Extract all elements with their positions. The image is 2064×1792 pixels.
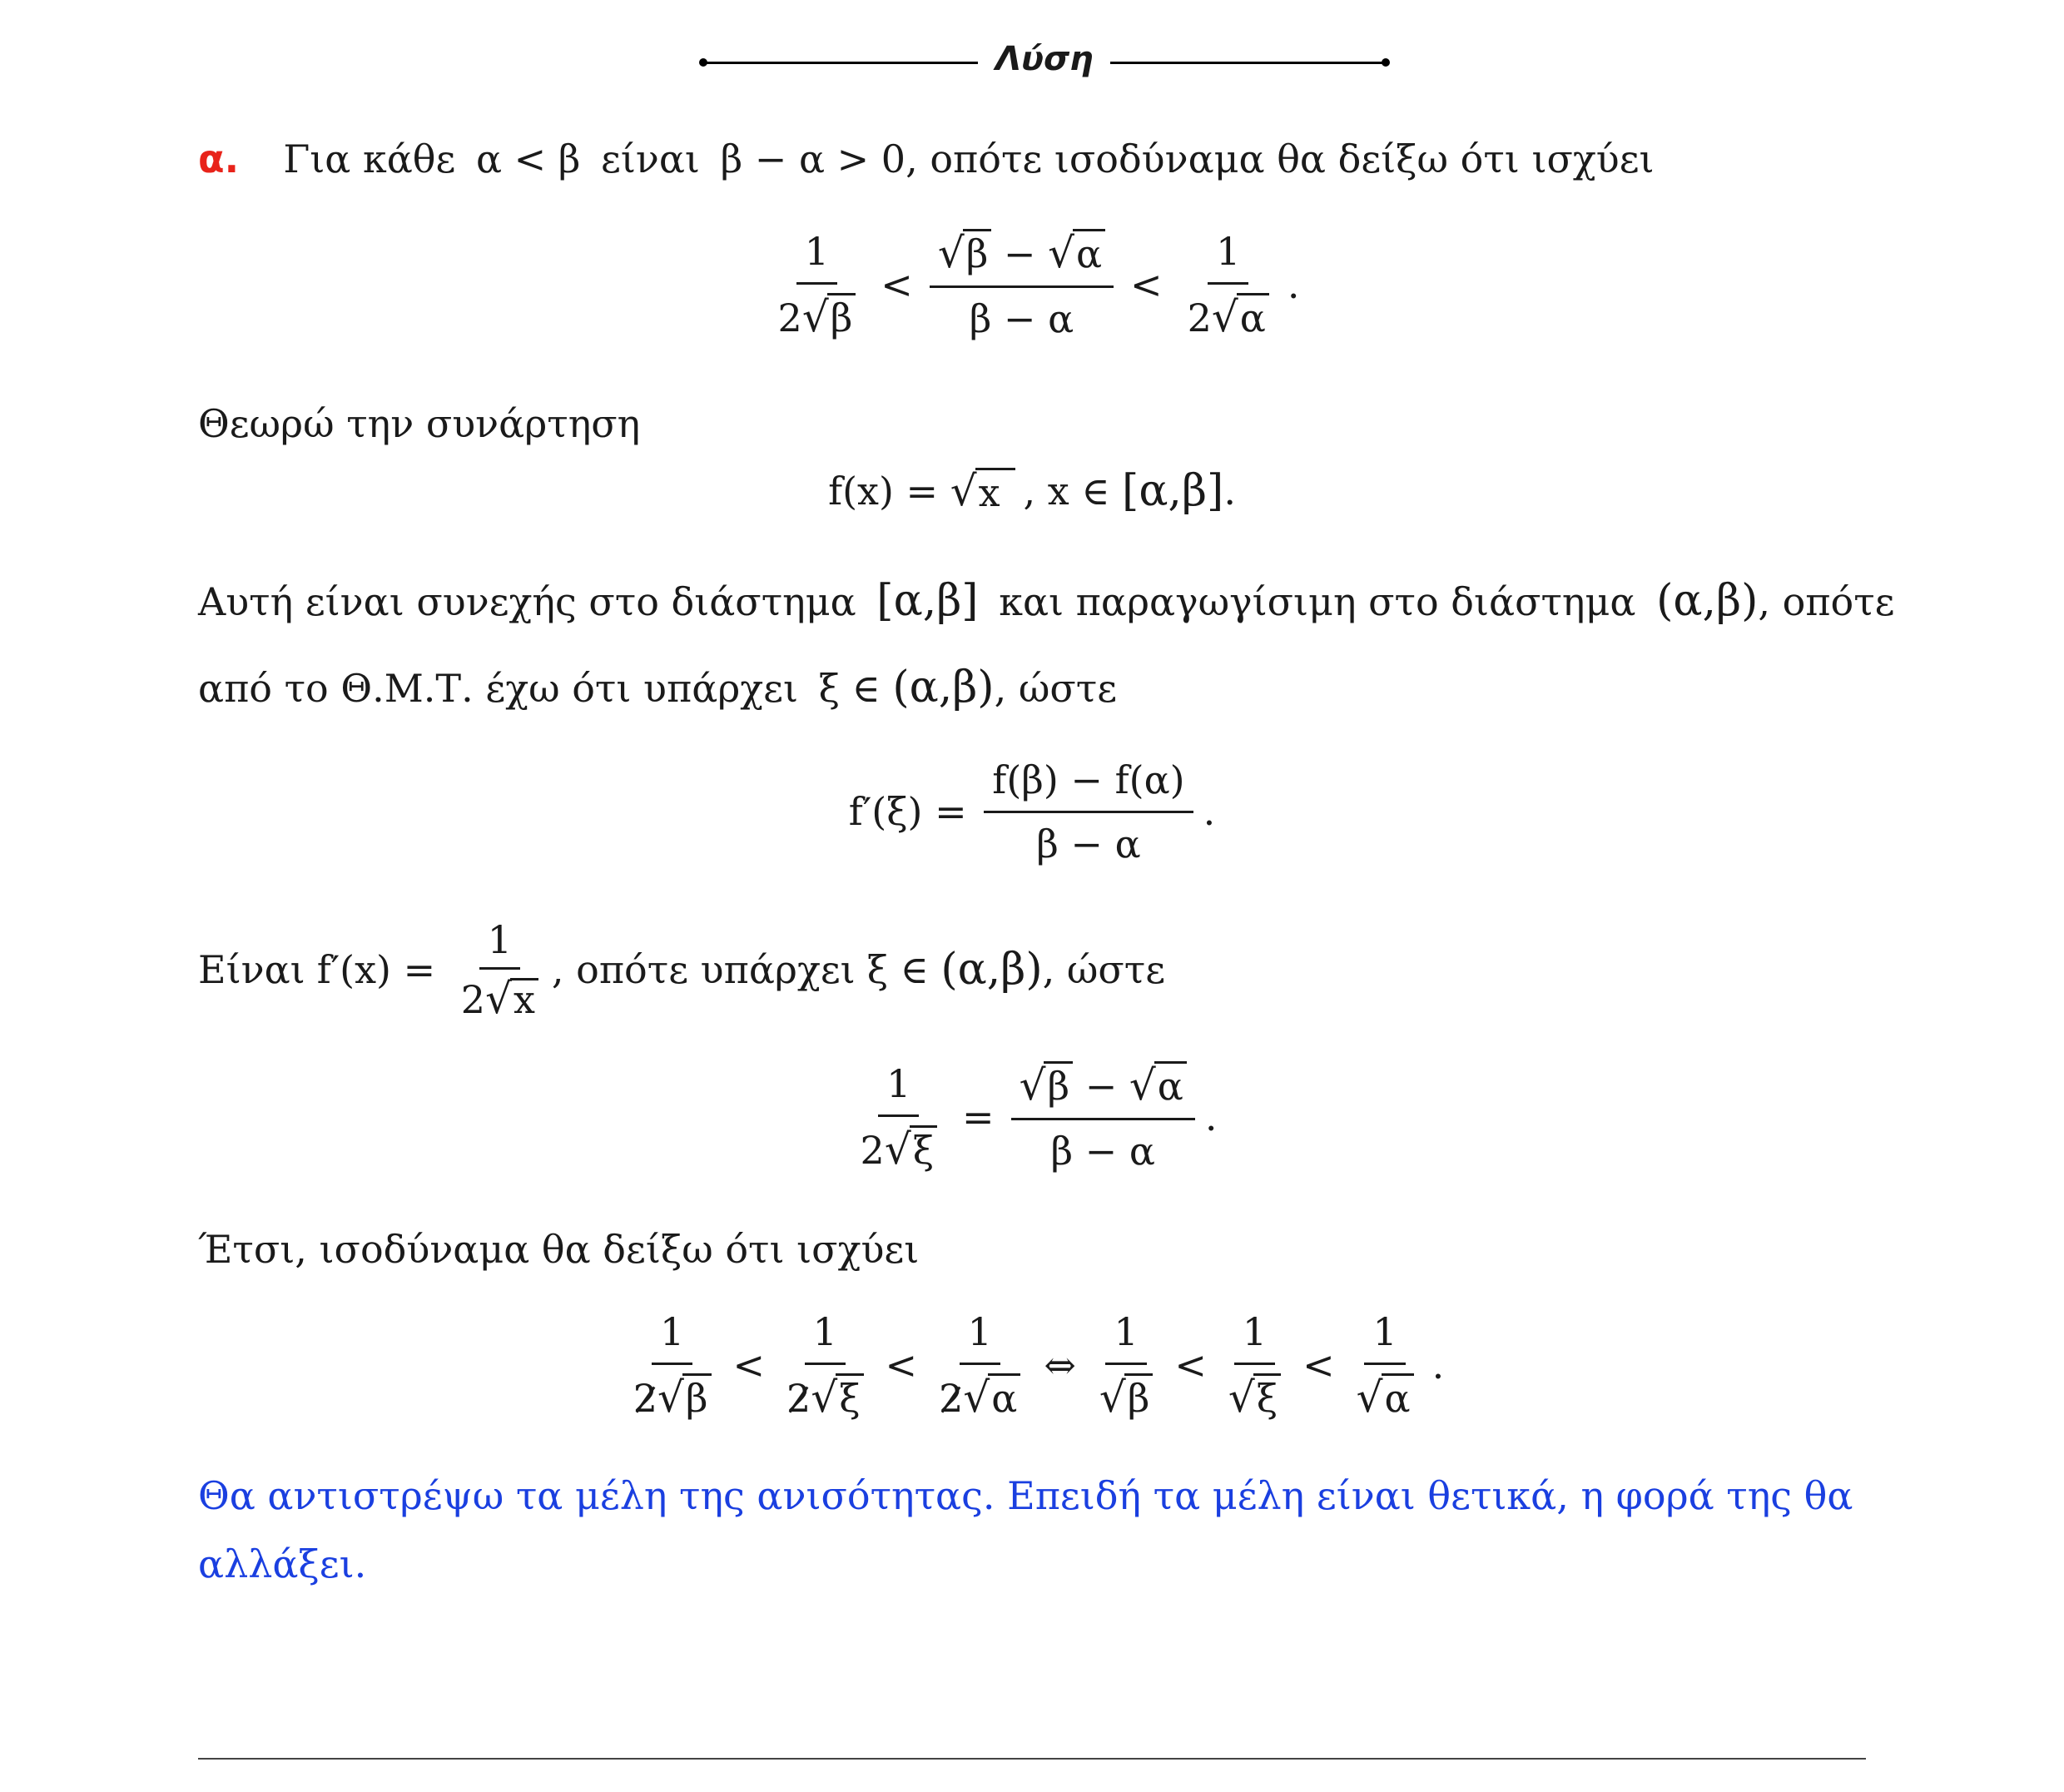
radicand: x: [975, 468, 1015, 515]
denominator: 2√α: [1179, 285, 1278, 341]
numerator: √β − √α: [1011, 1061, 1195, 1120]
iff-arrow: ⇔: [1044, 1343, 1076, 1387]
fraction: [930, 1309, 1029, 1422]
interval: [α,β]: [876, 576, 979, 626]
math-xi: ξ ∈: [866, 947, 941, 992]
equation-2: [0, 458, 2064, 524]
radicand: ξ: [1253, 1373, 1281, 1421]
coefficient: 2: [777, 295, 802, 340]
radicand: β: [682, 1373, 712, 1421]
text: Αυτή είναι συνεχής στο διάστημα: [198, 579, 856, 624]
header-rule-right: [1110, 62, 1387, 64]
text: Για κάθε: [283, 137, 456, 181]
less-than: <: [1302, 1343, 1335, 1387]
denominator: β − α: [1036, 821, 1141, 866]
numerator: 1: [1208, 229, 1248, 285]
fraction: [1091, 1309, 1161, 1422]
math-xi: ξ ∈: [818, 666, 893, 711]
interval: (α,β): [1656, 576, 1759, 626]
text: , οπότε: [1758, 579, 1895, 624]
text: , οπότε ισοδύναμα θα δείξω ότι ισχύει: [905, 137, 1655, 181]
paragraph-derivative: [198, 907, 1165, 1032]
fraction: [852, 1061, 946, 1174]
domain-text: , x ∈: [1023, 469, 1123, 514]
text: , ώστε: [994, 666, 1118, 711]
numerator: 1: [1105, 1309, 1146, 1365]
sqrt-symbol: √: [801, 292, 829, 341]
numerator: 1: [796, 229, 837, 285]
denominator: [770, 285, 865, 341]
period: .: [1431, 1343, 1445, 1387]
coefficient: 2: [860, 1127, 885, 1173]
fraction: [1179, 229, 1278, 341]
equation-3: [0, 749, 2064, 874]
coefficient: 2: [1187, 295, 1212, 340]
fraction: [770, 229, 865, 341]
fraction: [453, 916, 547, 1023]
header-rule-left: [703, 62, 978, 64]
radicand: α: [988, 1373, 1020, 1421]
cancelled-coefficient: 2: [939, 1375, 964, 1421]
fraction: [1011, 1061, 1195, 1174]
numerator: 1: [960, 1309, 1000, 1365]
text: από το Θ.Μ.Τ. έχω ότι υπάρχει: [198, 666, 799, 711]
cancelled-coefficient: 2: [786, 1375, 811, 1421]
coefficient: 2: [460, 976, 486, 1022]
denominator: 2√α: [930, 1365, 1029, 1422]
less-than: <: [1130, 262, 1163, 307]
numerator: f(β) − f(α): [984, 757, 1193, 813]
note-line-1: Θα αντιστρέψω τα μέλη της ανισότητας. Επειδή τα μέλη είναι θετικά, η φορά της θα: [198, 1473, 1853, 1518]
denominator: 2√x: [453, 970, 547, 1020]
denominator: √ξ: [1220, 1365, 1289, 1422]
math-inequality: α < β: [475, 137, 581, 181]
paragraph-mvt: [198, 663, 1118, 712]
fraction: [778, 1309, 872, 1422]
radicand: α: [1154, 1061, 1187, 1109]
numerator: 1: [652, 1309, 692, 1365]
text: είναι: [601, 137, 700, 181]
numerator: √β − √α: [930, 229, 1114, 288]
footer-rule: [198, 1758, 1866, 1760]
denominator: √β: [1091, 1365, 1161, 1422]
less-than: <: [732, 1343, 766, 1387]
sqrt-symbol: √: [950, 467, 977, 515]
minus: −: [1084, 1063, 1118, 1109]
cancelled-coefficient: 2: [633, 1375, 658, 1421]
fraction: [625, 1309, 720, 1422]
interval: [α,β]: [1122, 466, 1224, 516]
denominator: 2√ξ: [852, 1117, 946, 1174]
numerator: 1: [1234, 1309, 1275, 1365]
radicand: ξ: [910, 1125, 937, 1173]
radicand: x: [510, 978, 538, 1019]
math-inequality: β − α > 0: [720, 137, 906, 181]
minus: −: [1003, 231, 1036, 276]
fraction: [930, 229, 1114, 341]
denominator: β − α: [1050, 1128, 1155, 1174]
header-title: Λύση: [995, 40, 1094, 78]
radicand: ξ: [836, 1373, 863, 1421]
period: .: [1287, 262, 1300, 307]
derivative-lhs: f′(x) =: [316, 947, 448, 992]
consider-text: Θεωρώ την συνάρτηση: [198, 401, 641, 446]
denominator: 2√ξ: [778, 1365, 872, 1422]
interval: (α,β): [892, 663, 995, 712]
radicand: β: [963, 229, 992, 276]
part-a-line: [198, 137, 1655, 181]
fraction: [1348, 1309, 1422, 1422]
period: .: [1204, 1095, 1218, 1139]
equation-1: [0, 218, 2064, 351]
radicand: α: [1237, 293, 1269, 340]
period: .: [1223, 469, 1236, 514]
denominator: 2√β: [625, 1365, 720, 1422]
radicand: β: [1124, 1373, 1154, 1421]
function-definition: f(x) =: [828, 469, 950, 514]
paragraph-continuity: [198, 576, 1895, 626]
paragraph-equivalent: Έτσι, ισοδύναμα θα δείξω ότι ισχύει: [198, 1227, 920, 1272]
radicand: α: [1073, 229, 1105, 276]
radicand: α: [1382, 1373, 1414, 1421]
less-than: <: [885, 1343, 918, 1387]
radicand: β: [827, 293, 856, 340]
equation-5: [0, 1298, 2064, 1432]
fraction: [1220, 1309, 1289, 1422]
less-than: <: [1174, 1343, 1207, 1387]
period: .: [1203, 789, 1216, 834]
interval: (α,β): [940, 945, 1043, 995]
note-line-2: αλλάξει.: [198, 1541, 367, 1586]
header-dot-left: [699, 58, 707, 67]
text: και παραγωγίσιμη στο διάστημα: [999, 579, 1636, 624]
text: , ώστε: [1042, 947, 1166, 992]
text: , οπότε υπάρχει: [551, 947, 856, 992]
part-label: α.: [198, 137, 240, 181]
equals: =: [962, 1095, 995, 1139]
numerator: 1: [1364, 1309, 1405, 1365]
text: Είναι: [198, 947, 305, 992]
numerator: 1: [878, 1061, 919, 1117]
less-than: <: [881, 262, 913, 307]
derivative-lhs: f′(ξ) =: [848, 789, 980, 834]
fraction: [984, 757, 1193, 866]
denominator: β − α: [969, 295, 1074, 341]
numerator: 1: [805, 1309, 846, 1365]
header-dot-right: [1382, 58, 1390, 67]
equation-4: [0, 1050, 2064, 1184]
numerator: 1: [479, 921, 520, 970]
radicand: β: [1044, 1061, 1073, 1109]
denominator: √α: [1348, 1365, 1422, 1422]
